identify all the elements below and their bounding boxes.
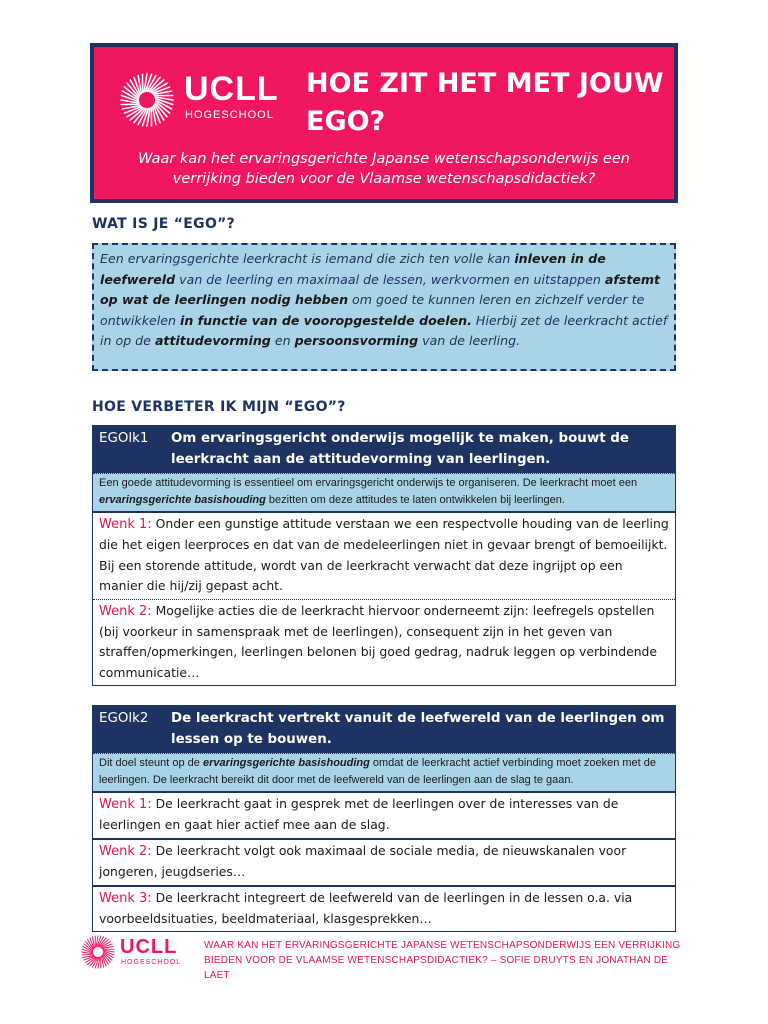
goal-description-emphasis: ervaringsgerichte basishouding (99, 494, 266, 506)
tip-row (93, 838, 675, 885)
goal-description-emphasis: ervaringsgerichte basishouding (202, 757, 370, 769)
footer-ucll-logo (80, 934, 200, 972)
tip-row (93, 599, 675, 686)
definition-part: om goed te kunnen leren en zichzelf verder te ontwikkelen (100, 292, 645, 328)
goal-description-text: Een goede attitudevorming is essentieel om ervaringsgericht onderwijs te organiseren. De leerkracht moet een (99, 477, 638, 489)
tip-label: Wenk 1: (99, 797, 152, 812)
goal-title: De leerkracht vertrekt vanuit de leefwereld van de leerlingen om lessen op te bouwen. (171, 711, 665, 747)
tip-text: Onder een gunstige attitude verstaan we een respectvolle houding van de leerling die het eigen leerproces en dat van de medeleerlingen niet in gevaar brengt of bemoeilijkt. Bij een storende attitude, wordt van de leerkracht verwacht dat deze ingrijpt op een manier die hij/zij gepast acht. (99, 516, 669, 594)
definition-box (92, 243, 676, 371)
goal-title: Om ervaringsgericht onderwijs mogelijk te maken, bouwt de leerkracht aan de attitudevorming van leerlingen. (171, 431, 629, 467)
goal-description-text: Dit doel steunt op de (99, 757, 203, 769)
goal-header (93, 706, 675, 753)
definition-emphasis: inleven in de leefwereld (100, 251, 606, 287)
goal-table-egolk1 (92, 425, 676, 686)
footer-citation: WAAR KAN HET ERVARINGSGERICHTE JAPANSE WETENSCHAPSONDERWIJS EEN VERRIJKING BIEDEN VOOR DE VLAAMSE WETENSCHAPSDIDACTIEK? – SOFIE DRUYTS EN JONATHAN DE LAET (204, 940, 681, 981)
page-title: HOE ZIT HET MET JOUW EGO? (306, 68, 664, 137)
definition-emphasis: persoonsvorming (294, 333, 419, 348)
goal-code: EGOlk1 (99, 431, 149, 446)
section-heading-hoe-verbeter: HOE VERBETER IK MIJN “EGO”? (92, 399, 346, 415)
ucll-sun-logo-icon (80, 934, 116, 970)
definition-part: van de leerling en maximaal de lessen, werkvormen en uitstappen (175, 271, 605, 287)
page-subtitle: Waar kan het ervaringsgerichte Japanse wetenschapsonderwijs een verrijking bieden voor de Vlaamse wetenschapsdidactiek? (138, 151, 630, 187)
section-heading-wat-is-ego: WAT IS JE “EGO”? (92, 216, 236, 232)
definition-emphasis: in functie van de vooropgestelde doelen. (180, 312, 472, 328)
definition-part: en (270, 333, 295, 348)
goal-code: EGOlk2 (99, 711, 149, 726)
goal-table-egolk2 (92, 705, 676, 932)
logo-subtitle: HOGESCHOOL (185, 109, 274, 121)
goal-description-text: bezitten om deze attitudes te laten ontwikkelen bij leerlingen. (265, 494, 565, 506)
tip-text: De leerkracht integreert de leefwereld van de leerlingen in de lessen o.a. via voorbeeldsituaties, beeldmateriaal, klasgesprekken… (99, 889, 633, 927)
ucll-logo (118, 69, 288, 133)
tip-row (93, 791, 675, 838)
goal-header (93, 426, 675, 473)
tip-text: Mogelijke acties die de leerkracht hiervoor onderneemt zijn: leefregels opstellen (bij voorkeur in samenspraak met de leerlingen), consequent zijn in het geven van straffen/opmerkingen, leerlingen belonen bij goed gedrag, nadruk leggen op verbindende communicatie… (99, 602, 658, 680)
goal-description-text: omdat de leerkracht actief verbinding moet zoeken met de leerlingen. De leerkracht bereikt dit door met de leefwereld van de leerlingen aan de slag te gaan. (99, 757, 656, 786)
footer-logo-name: UCLL (120, 936, 178, 958)
tip-label: Wenk 3: (99, 890, 152, 906)
definition-part: is iemand die zich ten volle kan (307, 251, 515, 266)
tip-label: Wenk 2: (99, 843, 152, 859)
tip-label: Wenk 1: (99, 517, 152, 532)
tip-row (93, 885, 675, 932)
definition-part: van de leerling. (418, 333, 521, 348)
title-banner (90, 43, 678, 203)
definition-part: Hierbij zet de leerkracht actief in op de (100, 312, 668, 348)
goal-description (93, 753, 675, 791)
tip-label: Wenk 2: (99, 603, 152, 619)
tip-text: De leerkracht gaat in gesprek met de leerlingen over de interesses van de leerlingen en gaat hier actief mee aan de slag. (99, 796, 619, 833)
ucll-sun-logo-icon (118, 71, 176, 129)
footer-logo-subtitle: HOGESCHOOL (121, 959, 182, 966)
goal-description (93, 473, 675, 511)
logo-name: UCLL (184, 70, 279, 108)
definition-part: Een ervaringsgerichte leerkracht (100, 251, 308, 266)
definition-emphasis: attitudevorming (154, 333, 271, 348)
tip-row (93, 511, 675, 599)
definition-emphasis: afstemt op wat de leerlingen nodig hebben (100, 271, 661, 307)
tip-text: De leerkracht volgt ook maximaal de sociale media, de nieuwskanalen voor jongeren, jeugdseries… (99, 842, 627, 880)
